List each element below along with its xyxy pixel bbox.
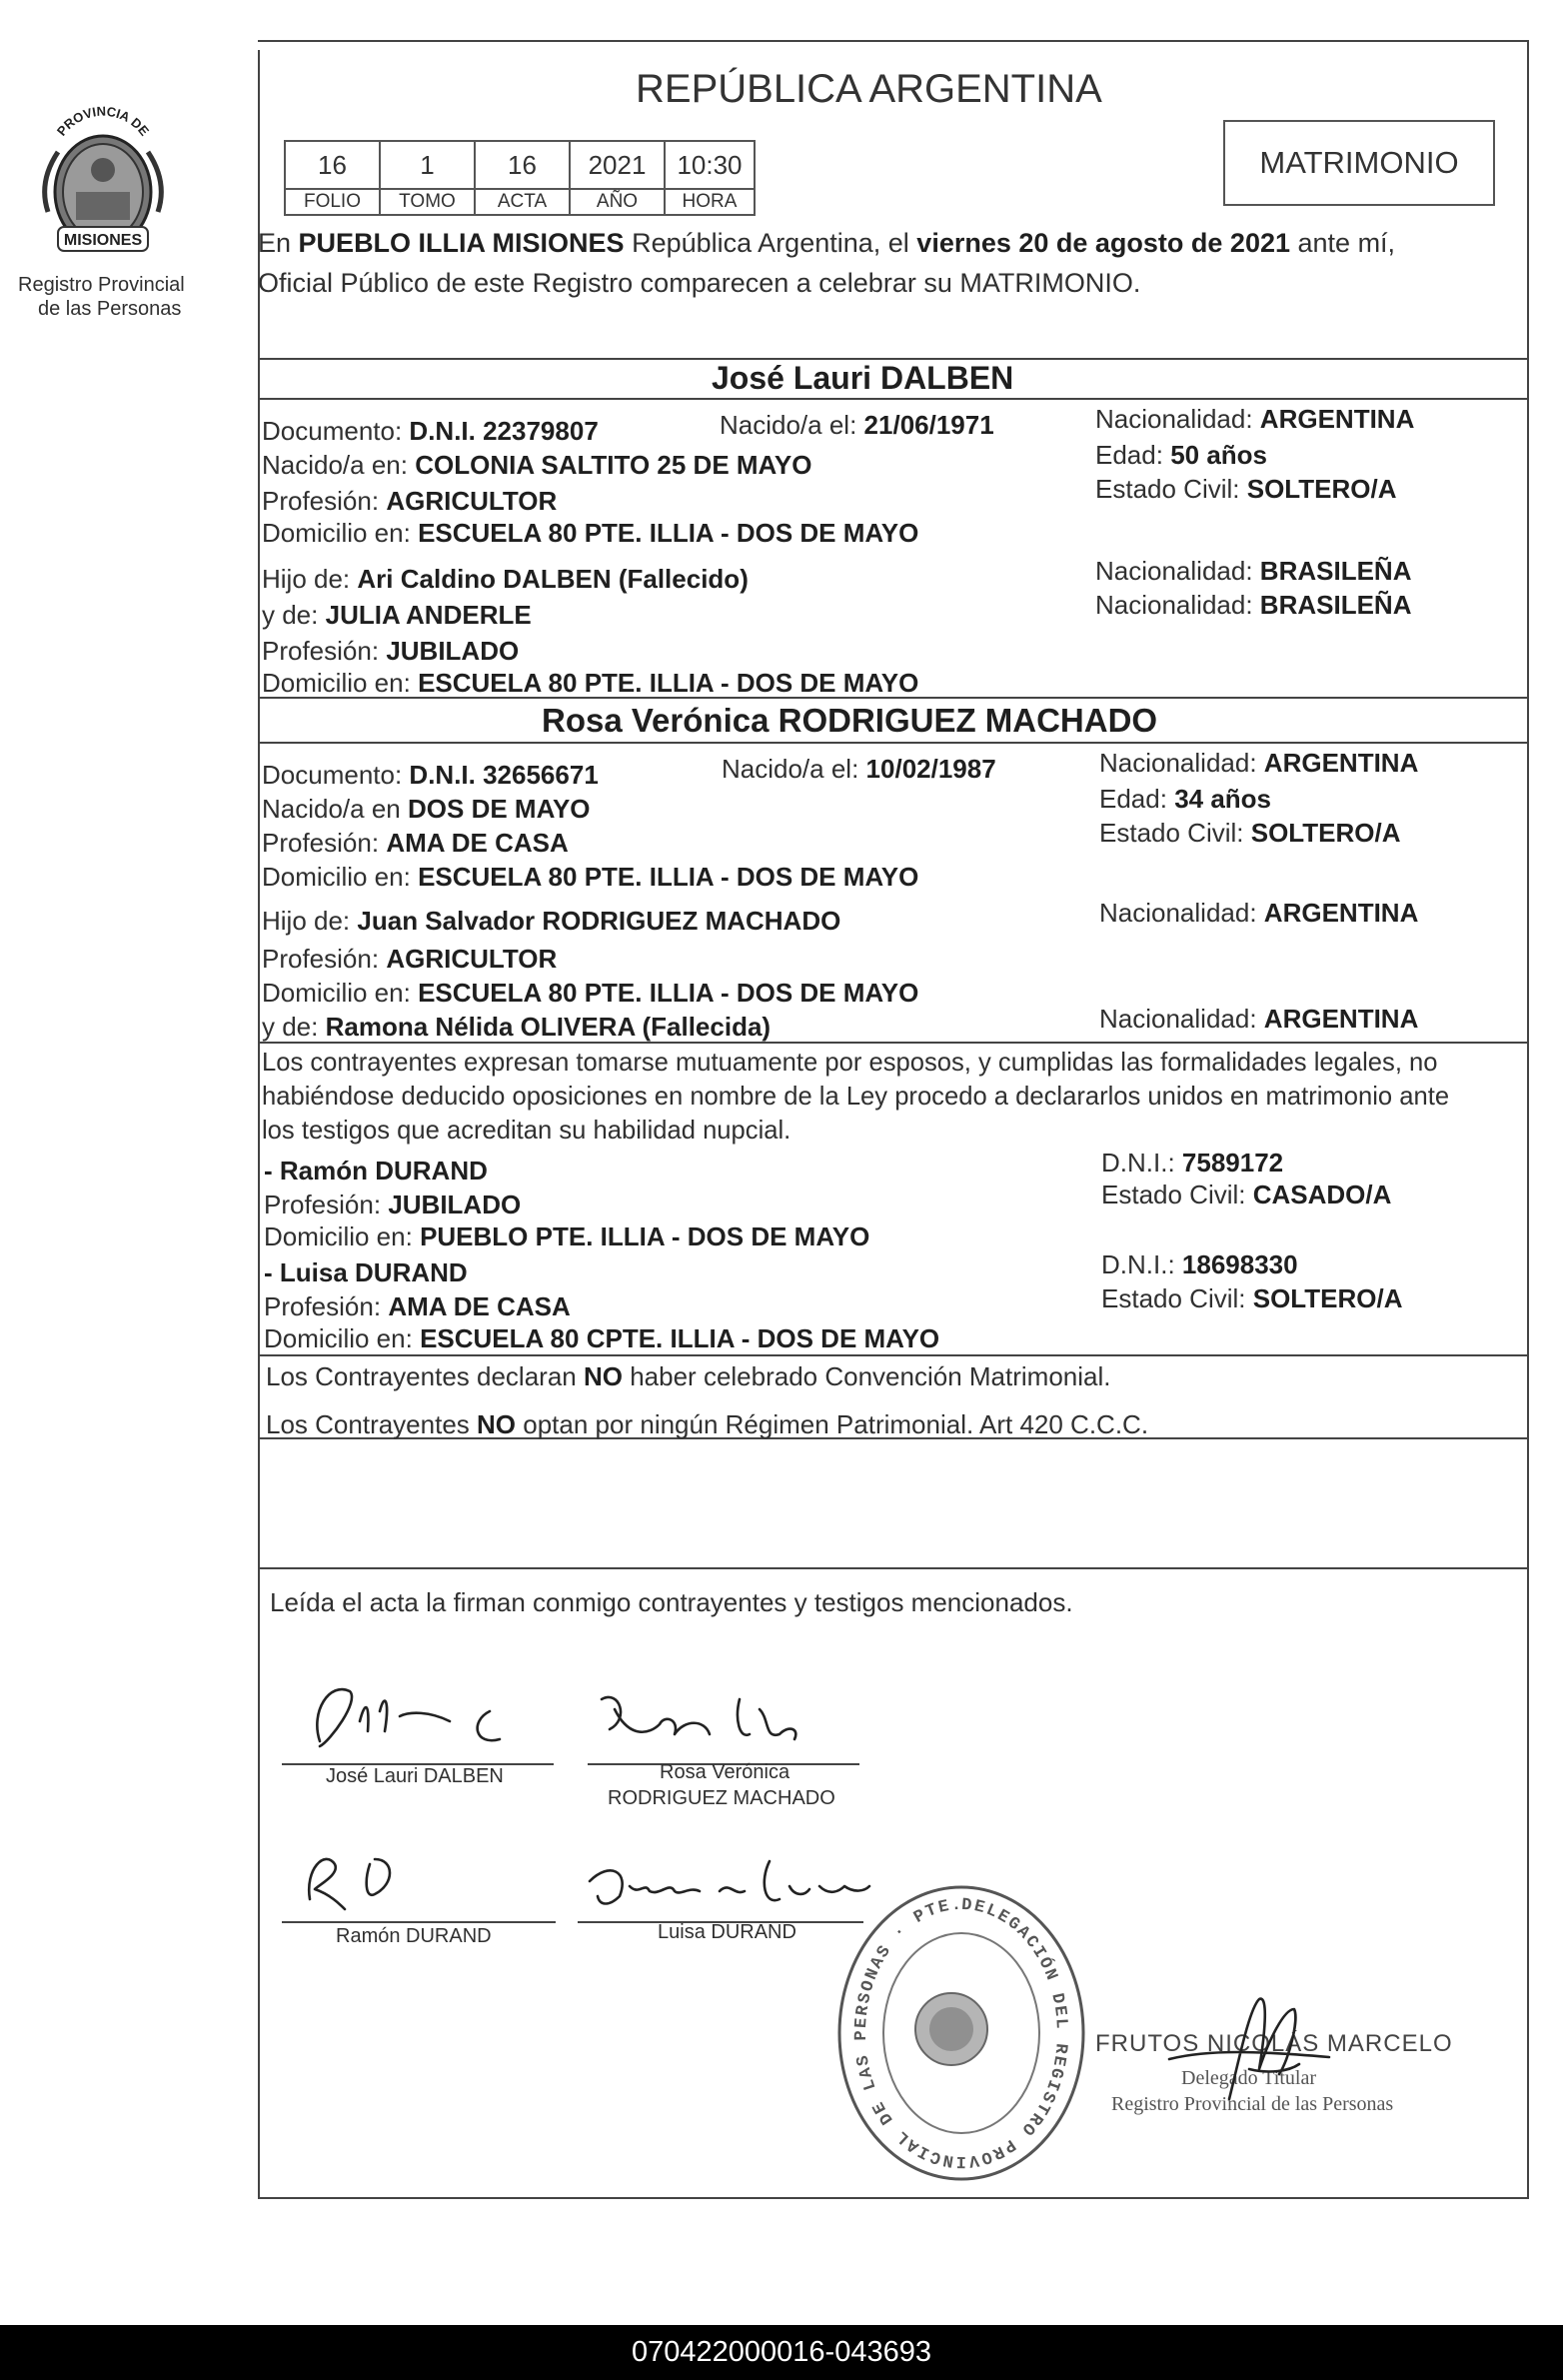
text: Los Contrayentes declaran	[266, 1361, 577, 1391]
value: JUBILADO	[388, 1190, 522, 1219]
label: Domicilio en:	[264, 1323, 413, 1353]
label: Edad:	[1099, 784, 1167, 814]
label: Nacido/a el:	[720, 410, 857, 440]
value: ESCUELA 80 PTE. ILLIA - DOS DE MAYO	[418, 862, 919, 892]
label: Profesión:	[262, 828, 380, 858]
declaration-line2: habiéndose deducido oposiciones en nombre de la Ley procedo a declararlos unidos en matrimonio ante	[262, 1083, 1450, 1111]
label: Estado Civil:	[1099, 818, 1244, 848]
official-seal	[833, 1881, 1089, 2187]
registry-line2: de las Personas	[38, 298, 182, 320]
registry-seal-icon	[833, 1881, 1089, 2187]
witness1-name: - Ramón DURAND	[264, 1156, 488, 1186]
acta-value: 16	[474, 140, 571, 190]
label: Domicilio en:	[262, 668, 411, 698]
official-title: Delegado Titular	[1181, 2067, 1316, 2089]
signature-official	[1149, 1979, 1349, 2119]
footer-code: 070422000016-043693	[0, 2325, 1563, 2380]
closing-text: Leída el acta la firman conmigo contrayentes y testigos mencionados.	[270, 1587, 1073, 1617]
value: AMA DE CASA	[386, 828, 569, 858]
value: ARGENTINA	[1263, 1004, 1419, 1034]
spouse2-nacionalidad	[1099, 748, 1418, 778]
label: Estado Civil:	[1101, 1180, 1246, 1209]
signature-label-4: Luisa DURAND	[658, 1921, 796, 1943]
intro-middle: República Argentina, el	[632, 228, 909, 258]
intro-place: PUEBLO ILLIA MISIONES	[298, 228, 625, 258]
value: SOLTERO/A	[1250, 818, 1401, 848]
intro-line2: Oficial Público de este Registro comparecen a celebrar su MATRIMONIO.	[258, 268, 1141, 298]
spouse2-padre	[262, 906, 840, 936]
label: Profesión:	[264, 1190, 382, 1219]
witness1-profesion	[264, 1190, 521, 1219]
intro-suffix: ante mí,	[1297, 228, 1396, 258]
province-logo	[28, 92, 178, 272]
spouse1-nacido-en	[262, 450, 812, 480]
convention-line1	[266, 1361, 1111, 1391]
value: ARGENTINA	[1263, 748, 1419, 778]
spouse2-madre	[262, 1012, 771, 1042]
value: 50 años	[1170, 440, 1268, 470]
value: SOLTERO/A	[1246, 474, 1397, 504]
spouse1-domicilio	[262, 518, 918, 548]
misiones-coat-of-arms-icon	[28, 92, 178, 272]
spouse2-edad	[1099, 784, 1271, 814]
logo-text-top: PROVINCIA DE	[53, 103, 153, 139]
svg-text:PROVINCIA DE	[54, 104, 153, 139]
value: ARGENTINA	[1259, 404, 1415, 434]
value: 10/02/1987	[865, 754, 996, 784]
value: Juan Salvador RODRIGUEZ MACHADO	[357, 906, 841, 936]
value: CASADO/A	[1252, 1180, 1392, 1209]
registry-line1: Registro Provincial	[18, 274, 185, 296]
label: Domicilio en:	[264, 1221, 413, 1251]
value: PUEBLO PTE. ILLIA - DOS DE MAYO	[420, 1221, 870, 1251]
spouse2-name: Rosa Verónica RODRIGUEZ MACHADO	[542, 702, 1158, 739]
declaration-line3: los testigos que acreditan su habilidad nupcial.	[262, 1117, 791, 1145]
acta-label: ACTA	[474, 188, 571, 216]
value: 34 años	[1174, 784, 1272, 814]
value: Ari Caldino DALBEN (Fallecido)	[357, 564, 749, 594]
spouse1-name: José Lauri DALBEN	[712, 360, 1014, 396]
label: Profesión:	[262, 636, 380, 666]
official-office: Registro Provincial de las Personas	[1111, 2093, 1394, 2115]
seal-text: DELEGACIÓN DEL REGISTRO PROVINCIAL DE LAS PERSONAS · PTE.	[851, 1895, 1071, 2171]
intro-prefix: En	[258, 228, 292, 258]
witness2-domicilio	[264, 1323, 939, 1353]
label: Nacionalidad:	[1099, 748, 1257, 778]
tomo-label: TOMO	[379, 188, 476, 216]
value: SOLTERO/A	[1252, 1283, 1403, 1313]
value: 18698330	[1181, 1249, 1298, 1279]
label: Documento:	[262, 760, 403, 790]
witness2-name: - Luisa DURAND	[264, 1257, 468, 1287]
spouse1-padre	[262, 564, 749, 594]
signature-label-3: Ramón DURAND	[336, 1925, 492, 1947]
witness2-estado	[1101, 1283, 1402, 1313]
spouse2-profesion	[262, 828, 569, 858]
emphasis: NO	[477, 1409, 517, 1439]
spouse1-nacionalidad	[1095, 404, 1414, 434]
value: JUBILADO	[386, 636, 520, 666]
label: Profesión:	[262, 486, 380, 516]
label: Hijo de:	[262, 564, 351, 594]
official-name: FRUTOS NICOLÁS MARCELO	[1095, 2030, 1453, 2057]
value: JULIA ANDERLE	[325, 600, 532, 630]
text: optan por ningún Régimen Patrimonial. Art 420 C.C.C.	[523, 1409, 1149, 1439]
label: Domicilio en:	[262, 862, 411, 892]
label: Documento:	[262, 416, 403, 446]
label: Nacionalidad:	[1099, 1004, 1257, 1034]
convention-line2	[266, 1409, 1148, 1439]
label: Nacido/a en:	[262, 450, 408, 480]
signature-rosa-rodriguez	[590, 1679, 839, 1759]
spouse2-padre-nac	[1099, 898, 1418, 928]
witness1-estado	[1101, 1180, 1391, 1209]
value: ESCUELA 80 CPTE. ILLIA - DOS DE MAYO	[420, 1323, 940, 1353]
spouse1-profesion	[262, 486, 557, 516]
label: Nacido/a el:	[722, 754, 859, 784]
value: ESCUELA 80 PTE. ILLIA - DOS DE MAYO	[418, 978, 919, 1008]
label: Hijo de:	[262, 906, 351, 936]
value: ESCUELA 80 PTE. ILLIA - DOS DE MAYO	[418, 518, 919, 548]
value: 7589172	[1181, 1148, 1284, 1178]
spouse2-estado	[1099, 818, 1400, 848]
label: Edad:	[1095, 440, 1163, 470]
logo-text-bottom: MISIONES	[63, 232, 143, 249]
spouse1-padre-nac	[1095, 556, 1411, 586]
intro-line1	[258, 228, 1395, 258]
spouse2-nacido-el	[722, 754, 996, 784]
spouse1-edad	[1095, 440, 1267, 470]
folio-value: 16	[284, 140, 381, 190]
label: Profesión:	[262, 944, 380, 974]
label: Nacionalidad:	[1095, 556, 1253, 586]
spouse1-padres-domicilio	[262, 668, 918, 698]
value: D.N.I. 22379807	[409, 416, 599, 446]
spouse1-nacido-el	[720, 410, 994, 440]
value: D.N.I. 32656671	[409, 760, 599, 790]
witness1-domicilio	[264, 1221, 869, 1251]
label: Nacionalidad:	[1095, 590, 1253, 620]
value: DOS DE MAYO	[408, 794, 591, 824]
signature-label-2b: RODRIGUEZ MACHADO	[608, 1787, 835, 1809]
label: Nacionalidad:	[1095, 404, 1253, 434]
spouse2-nacido-en	[262, 794, 591, 824]
value: Ramona Nélida OLIVERA (Fallecida)	[325, 1012, 772, 1042]
anio-label: AÑO	[569, 188, 666, 216]
value: AGRICULTOR	[386, 486, 558, 516]
value: COLONIA SALTITO 25 DE MAYO	[415, 450, 812, 480]
hora-label: HORA	[664, 188, 756, 216]
spouse1-documento	[262, 416, 599, 446]
label: D.N.I.:	[1101, 1249, 1175, 1279]
witness1-dni	[1101, 1148, 1283, 1178]
label: y de:	[262, 600, 319, 630]
signature-label-1: José Lauri DALBEN	[326, 1765, 504, 1787]
spouse2-padre-profesion	[262, 944, 557, 974]
spouse2-padre-domicilio	[262, 978, 918, 1008]
spouse1-padres-profesion	[262, 636, 519, 666]
folio-label: FOLIO	[284, 188, 381, 216]
value: AMA DE CASA	[388, 1291, 571, 1321]
spouse2-madre-nac	[1099, 1004, 1418, 1034]
label: Estado Civil:	[1101, 1283, 1246, 1313]
emphasis: NO	[583, 1361, 623, 1391]
label: Nacionalidad:	[1099, 898, 1257, 928]
intro-date: viernes 20 de agosto de 2021	[916, 228, 1290, 258]
signature-jose-dalben	[290, 1671, 560, 1761]
tomo-value: 1	[379, 140, 476, 190]
label: Domicilio en:	[262, 518, 411, 548]
text: Los Contrayentes	[266, 1409, 470, 1439]
value: BRASILEÑA	[1259, 590, 1412, 620]
witness2-dni	[1101, 1249, 1298, 1279]
value: ESCUELA 80 PTE. ILLIA - DOS DE MAYO	[418, 668, 919, 698]
value: AGRICULTOR	[386, 944, 558, 974]
hora-value: 10:30	[664, 140, 756, 190]
value: ARGENTINA	[1263, 898, 1419, 928]
value: 21/06/1971	[863, 410, 994, 440]
spouse1-madre	[262, 600, 532, 630]
witness2-profesion	[264, 1291, 571, 1321]
document-title: REPÚBLICA ARGENTINA	[636, 67, 1102, 111]
label: Estado Civil:	[1095, 474, 1240, 504]
spouse1-madre-nac	[1095, 590, 1411, 620]
spouse2-domicilio	[262, 862, 918, 892]
signature-ramon-durand	[300, 1839, 460, 1919]
label: y de:	[262, 1012, 319, 1042]
label: Profesión:	[264, 1291, 382, 1321]
anio-value: 2021	[569, 140, 666, 190]
declaration-line1: Los contrayentes expresan tomarse mutuamente por esposos, y cumplidas las formalidades legales, no	[262, 1049, 1438, 1077]
spouse1-estado	[1095, 474, 1396, 504]
label: D.N.I.:	[1101, 1148, 1175, 1178]
signature-label-2a: Rosa Verónica	[660, 1761, 790, 1783]
spouse2-documento	[262, 760, 599, 790]
act-type-box: MATRIMONIO	[1223, 120, 1495, 206]
label: Nacido/a en	[262, 794, 401, 824]
label: Domicilio en:	[262, 978, 411, 1008]
text: haber celebrado Convención Matrimonial.	[630, 1361, 1111, 1391]
value: BRASILEÑA	[1259, 556, 1412, 586]
